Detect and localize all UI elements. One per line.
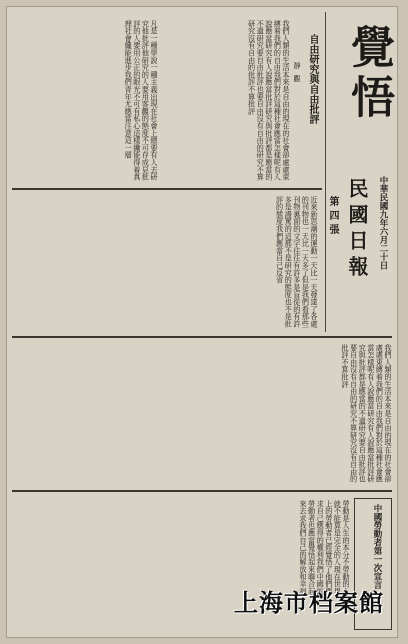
body-text-column: 凡是一種學說一種主義出現在社會上總要有人去研究他批評他研究的人要用客觀的態度不可存成見批評的人要用公正的眼光不可有私心這樣纔能得着真理社會纔能進步我們青年尤應當注意這一層 bbox=[124, 20, 159, 181]
body-text-column: 我們人類的生活本來是自由的現在的社會卻處處束縛着我們的自由我們對於這種社會應當怎樣呢有人說應當研究有人說應當批評研究與批評都是應當的不過研究要自由批評也要自由沒有自由的研究不算研究沒有自由的批評不算批評 bbox=[341, 344, 393, 483]
masthead-title: 覺悟 bbox=[343, 24, 394, 124]
masthead-divider bbox=[325, 12, 326, 332]
body-text-column: 我們人類的生活本來是自由的現在的社會卻處處束縛着我們的自由我們對於這種社會應當怎樣呢有人說應當研究有人說應當批評研究與批評都是應當的不過研究要自由批評也要自由沒有自由的研究不算研究沒有自由的批評不算批評 bbox=[247, 20, 291, 181]
body-text-column: 近來新思潮的運動一天比一天發達了各處的刊物也一天比一天多了但是我們看那些刊物裏面的文字往往有許多是盲從的有許多是謾罵的這都不是研究的態度也不是批評的態度我們應當自己反省 bbox=[275, 196, 319, 328]
article-byline: 靜觀 bbox=[293, 62, 301, 88]
newspaper-page bbox=[6, 6, 398, 638]
section-rule-middle bbox=[12, 336, 392, 338]
section-rule-top bbox=[12, 188, 322, 190]
article-title-freedom: 自由研究與自由批評 bbox=[307, 34, 318, 124]
archive-stamp: 上海市档案館 bbox=[234, 589, 384, 617]
article-title-labour: 中國勞動者第一次宣言 bbox=[372, 504, 382, 589]
masthead-newspaper: 民國日報 bbox=[345, 178, 369, 282]
masthead-date: 中華民國九年六月二十日 bbox=[378, 176, 388, 270]
body-text-column: 勞動是人生的本分不勞動的人就不能算是完全的人現在世界上的勞動者已經覺悟了他們要求自己應得的權利我們中國的勞動者也應當覺悟起來聯合起來去求我們自己的解放和幸福 bbox=[299, 500, 351, 595]
masthead-issue: 第四張 bbox=[327, 196, 338, 238]
section-rule-bottom bbox=[12, 490, 392, 492]
